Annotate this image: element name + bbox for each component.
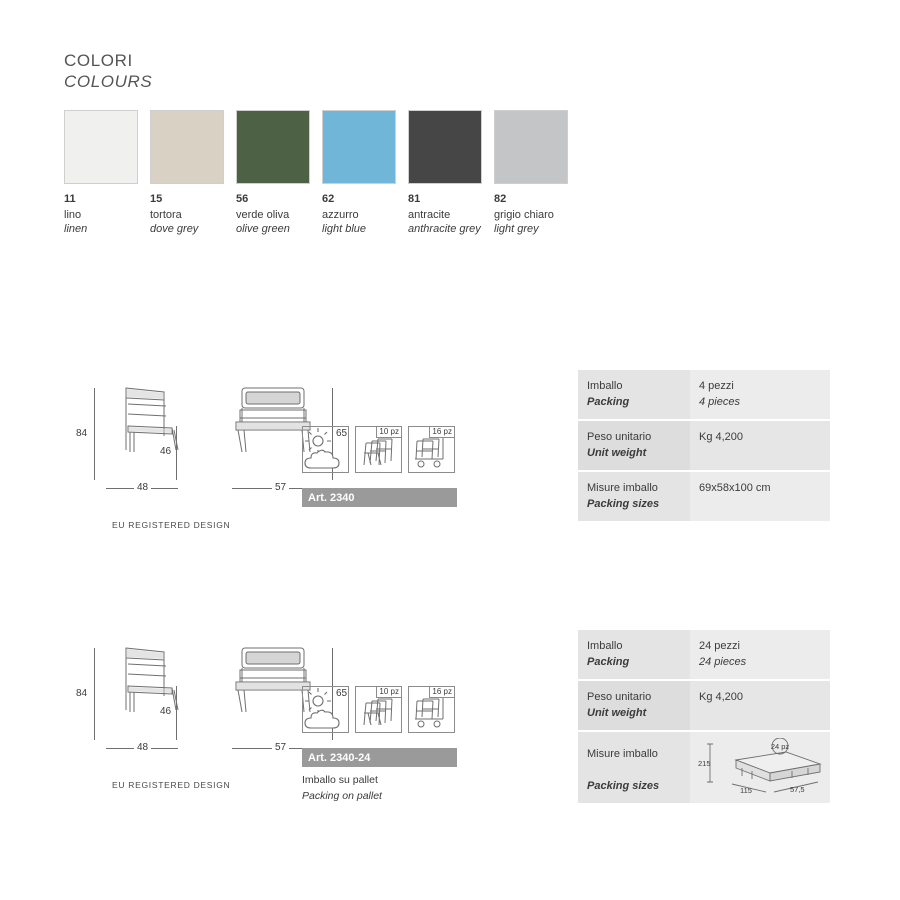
spec-label-cell — [578, 681, 690, 730]
spec-value-cell — [690, 732, 830, 803]
spec-label-cell — [578, 630, 690, 679]
registered-design-note: EU REGISTERED DESIGN — [112, 520, 231, 530]
dim-label-seat: 46 — [160, 446, 172, 457]
spec-label-cell — [578, 732, 690, 803]
spec-value-it: Kg 4,200 — [699, 691, 744, 703]
dim-label-depth: 48 — [134, 742, 151, 753]
pallet-badge-text: 24 pz — [770, 742, 790, 751]
spec-label-it: Imballo — [587, 380, 623, 392]
spec-label-it: Misure imballo — [587, 748, 658, 760]
spec-value-it: 69x58x100 cm — [699, 482, 771, 494]
swatch-chip[interactable] — [322, 110, 396, 184]
weather-resistant-icon — [302, 686, 349, 733]
spec-label-cell — [578, 472, 690, 521]
stacking-count-label: 10 pz — [376, 426, 402, 438]
spec-label-it: Peso unitario — [587, 691, 652, 703]
swatch-chip[interactable] — [236, 110, 310, 184]
spec-label-en: Unit weight — [587, 447, 647, 459]
swatch-code: 15 — [150, 193, 163, 205]
trolley-count-label: 16 pz — [429, 686, 455, 698]
spec-value-cell — [690, 421, 830, 470]
dim-line-height — [94, 388, 95, 480]
colour-swatch-81[interactable] — [408, 110, 494, 235]
spec-label-cell — [578, 421, 690, 470]
spec-value-it: 24 pezzi — [699, 640, 740, 652]
dim-line-seat — [176, 426, 177, 480]
colours-title-en: COLOURS — [64, 72, 153, 91]
spec-value-it: Kg 4,200 — [699, 431, 744, 443]
dim-label-height: 84 — [76, 688, 88, 699]
registered-design-note: EU REGISTERED DESIGN — [112, 780, 231, 790]
swatch-code: 56 — [236, 193, 249, 205]
spec-row-packing-sizes — [578, 472, 830, 521]
pallet-drawing-svg — [696, 738, 832, 794]
technical-drawings — [64, 630, 544, 800]
swatch-name-it: antracite — [408, 209, 451, 221]
spec-label-it: Peso unitario — [587, 431, 652, 443]
pallet-drawing — [696, 738, 836, 794]
weather-resistant-icon — [302, 426, 349, 473]
swatch-name-en: dove grey — [150, 223, 199, 235]
swatch-code: 62 — [322, 193, 335, 205]
swatch-name-en: linen — [64, 223, 88, 235]
article-code-bar — [302, 748, 457, 767]
packing-spec-table — [578, 630, 830, 803]
spec-row-packing — [578, 370, 830, 419]
swatch-name-it: azzurro — [322, 209, 359, 221]
packing-icon-strip — [302, 426, 457, 484]
spec-value-cell — [690, 472, 830, 521]
dim-label-width: 57 — [272, 742, 289, 753]
spec-value-it: 4 pezzi — [699, 380, 734, 392]
spec-label-en: Packing sizes — [587, 780, 660, 792]
stacking-count-label: 10 pz — [376, 686, 402, 698]
article-code-label: Art. 2340 — [308, 491, 355, 504]
trolley-icon — [408, 426, 455, 473]
colours-section — [64, 50, 580, 235]
spec-value-en: 4 pieces — [699, 396, 740, 408]
swatch-chip[interactable] — [150, 110, 224, 184]
pallet-note-en: Packing on pallet — [302, 790, 382, 802]
pallet-depth-text: 115 — [740, 786, 752, 794]
swatch-name-en: anthracite grey — [408, 223, 481, 235]
spec-row-packing-sizes — [578, 732, 830, 803]
swatch-name-en: light blue — [322, 223, 367, 235]
trolley-icon — [408, 686, 455, 733]
article-code-label: Art. 2340-24 — [308, 751, 371, 764]
spec-value-en: 24 pieces — [699, 656, 747, 668]
pallet-width-text: 57,5 — [790, 785, 805, 794]
colours-title-it: COLORI — [64, 51, 133, 70]
spec-label-en: Packing — [587, 396, 630, 408]
spec-label-en: Packing — [587, 656, 630, 668]
dim-label-height: 84 — [76, 428, 88, 439]
spec-value-cell — [690, 370, 830, 419]
swatch-chip[interactable] — [494, 110, 568, 184]
dim-label-back: 65 — [336, 688, 348, 699]
packing-spec-table — [578, 370, 830, 521]
spec-value-cell — [690, 630, 830, 679]
dim-label-seat: 46 — [160, 706, 172, 717]
spec-row-unit-weight — [578, 421, 830, 470]
stacking-chairs-icon — [355, 686, 402, 733]
dim-line-seat — [176, 686, 177, 740]
spec-label-en: Unit weight — [587, 707, 647, 719]
swatch-code: 11 — [64, 193, 76, 205]
swatch-chip[interactable] — [64, 110, 138, 184]
packing-icon-strip — [302, 686, 457, 744]
swatch-name-it: grigio chiaro — [494, 209, 554, 221]
swatch-name-it: lino — [64, 209, 82, 221]
pallet-note-it: Imballo su pallet — [302, 774, 378, 786]
swatch-name-en: light grey — [494, 223, 539, 235]
swatch-code: 81 — [408, 193, 421, 205]
spec-row-packing — [578, 630, 830, 679]
spec-label-cell — [578, 370, 690, 419]
colour-swatch-row — [64, 110, 580, 235]
swatch-chip[interactable] — [408, 110, 482, 184]
colour-swatch-15[interactable] — [150, 110, 236, 235]
colour-swatch-82[interactable] — [494, 110, 580, 235]
spec-label-it: Imballo — [587, 640, 623, 652]
stacking-chairs-icon — [355, 426, 402, 473]
swatch-name-it: verde oliva — [236, 209, 290, 221]
swatch-name-en: olive green — [236, 223, 290, 235]
article-code-bar — [302, 488, 457, 507]
swatch-code: 82 — [494, 193, 507, 205]
pallet-height-text: 215 — [698, 759, 711, 768]
dim-label-back: 65 — [336, 428, 348, 439]
technical-drawings — [64, 370, 544, 540]
spec-label-en: Packing sizes — [587, 498, 660, 510]
swatch-name-it: tortora — [150, 209, 182, 221]
trolley-count-label: 16 pz — [429, 426, 455, 438]
dim-label-width: 57 — [272, 482, 289, 493]
colour-swatch-56[interactable] — [236, 110, 322, 235]
dim-line-height — [94, 648, 95, 740]
spec-label-it: Misure imballo — [587, 482, 658, 494]
colour-swatch-11[interactable] — [64, 110, 150, 235]
spec-value-cell — [690, 681, 830, 730]
spec-row-unit-weight — [578, 681, 830, 730]
dim-label-depth: 48 — [134, 482, 151, 493]
colour-swatch-62[interactable] — [322, 110, 408, 235]
